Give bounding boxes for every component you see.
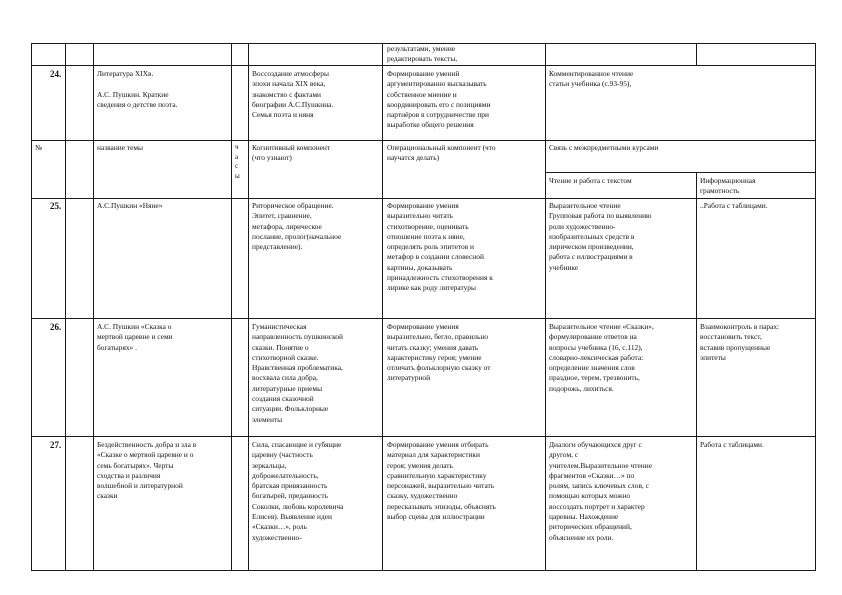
header-operational: Операциональный компонент (что научатся делать) [387,143,496,163]
header-topic: название темы [97,143,144,152]
cell-cognitive: Риторическое обращение. Эпитет, сравнение, метафора, лирическое послание, пролог(начальное представление). [252,201,342,252]
col-divider [248,43,249,571]
cell-info: Взаимоконтроль в парах: восстановить текст, вставив пропущенные эпитеты [700,322,780,362]
cell-reading: Диалоги обучающихся друг с другом, с учителем.Выразительное чтение фрагментов «Сказки…» по ролям, запись ключевых слов, с помощью которых можно воссоздать портрет и характер царевны. Нахождение риторических обращений, объяснение их роли. [549,440,652,542]
col-divider [31,43,32,571]
row-divider [31,198,816,199]
cell-operational: результатами, умение редактировать тексты, [387,44,458,64]
cell-cognitive: Гуманистическая направленность пушкинской сказки. Понятие о стихотворной сказке. Нравственная проблематика, восхвала сила добра, литературные приемы создания сказочной ситуации. Фольклорные элементы [252,322,343,424]
col-divider [696,43,697,65]
row-number: 25. [50,201,62,211]
row-divider [31,436,816,437]
cell-cognitive: Сила, спасающие и губящие царевну (частность зеркальцы, доброжелательность, братская привязанность богатырей, преданность Соколки, любовь королевича Елисея). Выявление идеи «Сказки…», роль художественно- [252,440,344,542]
table-border-right [815,43,816,571]
header-reading: Чтение и работа с текстом [549,176,632,185]
row-divider [31,140,816,141]
cell-topic: А.С.Пушкин «Няне» [97,201,163,210]
cell-reading: Выразительное чтение Групповая работа по выявлению роли художественно- изобразительных средств в лирическом произведении, работа с иллюстрациями в учебнике [549,201,652,272]
cell-operational: Формирование умений аргументированно высказывать собственное мнение и координировать его с позициями партнёров в сотрудничестве при выработке общего решения [387,69,491,130]
row-number: 26. [50,322,62,332]
cell-reading: Выразительное чтение «Сказки», формулирование ответов на вопросы учебника (16, с.112), словарно-лексическая работа: определение значения слов праздное, терем, трезвонить, подорожь, лихиться. [549,322,654,393]
cell-operational: Формирование умения выразительно читать стихотворение, оценивать отношение поэта к няне, определять роль эпитетов и метафор в создании словесной картины, доказывать принадлежность стихотворения к лирике как роду литературы [387,201,493,293]
col-divider [545,43,546,571]
cell-info: Работа с таблицами. [700,440,764,449]
row-divider [545,172,816,173]
col-divider [65,43,66,571]
col-divider [93,43,94,571]
row-divider [31,318,816,319]
cell-info: ..Работа с таблицами. [700,201,768,210]
col-divider [231,43,232,571]
header-hours: ч а с ы [235,143,240,180]
col-divider [696,172,697,571]
cell-reading: Комментированное чтение статьи учебника (с.93-95), [549,69,634,89]
cell-operational: Формирование умения выразительно, бегло, правильно читать сказку; умения давать характеристику героя; умение отличать фольклорную сказку от литературной [387,322,491,383]
cell-cognitive: Воссоздание атмосферы эпохи начала XIX века, знакомство с фактами биографии А.С.Пушкина. Семья поэта и няня [252,69,334,120]
cell-topic: Бездейственность добра и зла в «Сказке о мертвой царевне и о семь богатырях». Черты сходства и различия волшебной и литературной сказки [97,440,197,501]
row-divider [31,65,816,66]
header-links: Связь с межпредметными курсами [549,143,659,152]
cell-topic: Литература XIXв. А.С. Пушкин. Краткие сведения о детстве поэта. [97,69,178,109]
header-cognitive: Когнитивный компонент (что узнают) [252,143,331,163]
cell-operational: Формирование умения отбирать материал для характеристики героя; умения делать сравнительную характеристику персонажей, выразительно читать сказку, художественно пересказывать эпизоды, объяснять выбор сцены для иллюстрации [387,440,496,522]
header-no: № [35,143,43,152]
header-info: Информационная грамотность [700,176,756,196]
row-number: 27. [50,440,62,450]
col-divider [382,43,383,571]
table-border-bottom [31,570,816,571]
cell-topic: А.С. Пушкин «Сказка о мертвой царевне и семи богатырях» . [97,322,173,352]
row-number: 24. [50,69,62,79]
